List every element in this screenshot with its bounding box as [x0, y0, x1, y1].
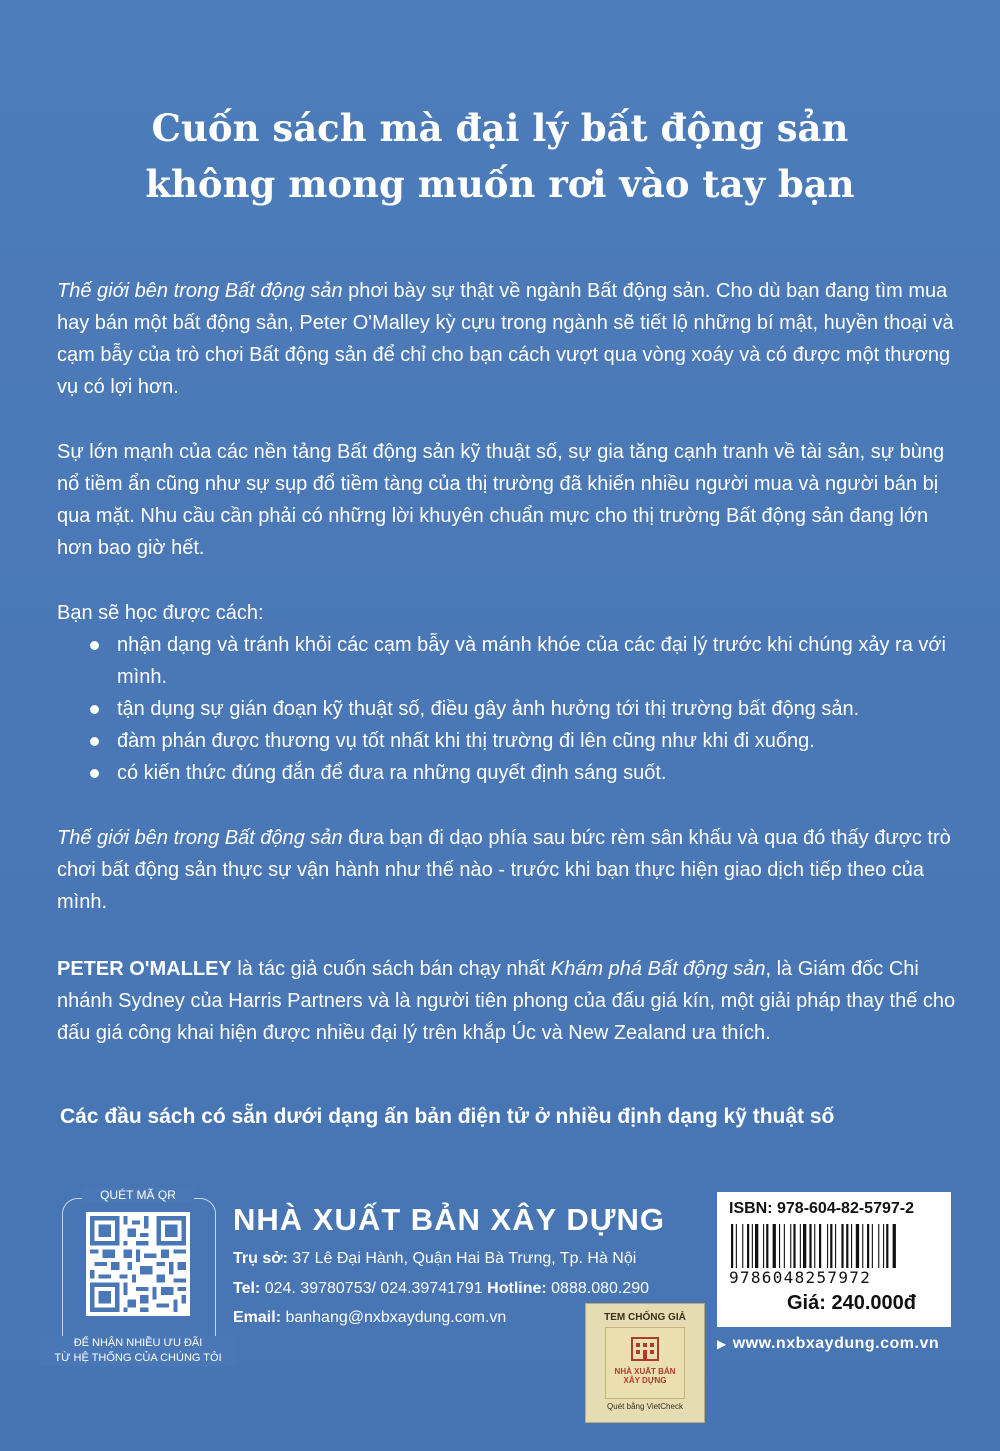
isbn-digits: 9786048257972 — [729, 1268, 872, 1287]
barcode-bar — [800, 1224, 801, 1268]
tel-label: Tel: — [233, 1280, 261, 1297]
headline-line-1: Cuốn sách mà đại lý bất động sản — [151, 106, 849, 150]
learn-item: có kiến thức đúng đắn để đưa ra những quyết định sáng suốt. — [57, 757, 957, 789]
barcode-icon — [729, 1224, 943, 1268]
qr-bottom-line-1: ĐỂ NHẬN NHIỀU ƯU ĐÃI — [73, 1337, 203, 1349]
price: Giá: 240.000đ — [787, 1292, 916, 1314]
learn-intro: Bạn sẽ học được cách: — [57, 602, 264, 624]
hotline-value: 0888.080.290 — [546, 1280, 650, 1297]
author-text-2: , là Giám đốc Chi nhánh Sydney của Harris Partners và là người tiên phong của đấu giá kín, một giải pháp thay thế cho đấu giá công khai hiện được nhiều đại lý trên khắp Úc và New Zealand ưa thích. — [57, 958, 956, 1044]
barcode-bar — [878, 1224, 879, 1268]
barcode-bar — [763, 1224, 764, 1268]
barcode-bar — [872, 1224, 873, 1268]
barcode-bar — [779, 1224, 780, 1268]
tel-value: 024. 39780753/ 024.39741791 — [260, 1280, 488, 1297]
stamp-publisher-1: NHÀ XUẤT BẢN — [614, 1367, 676, 1376]
isbn-box — [717, 1192, 951, 1327]
backstage-paragraph — [57, 822, 957, 918]
publisher-address — [233, 1250, 636, 1268]
barcode-bar — [883, 1224, 884, 1268]
barcode-bar — [752, 1224, 753, 1268]
arrow-right-icon: ▶ — [717, 1337, 727, 1351]
intro-text: phơi bày sự thật về ngành Bất động sản. Cho dù bạn đang tìm mua hay bán một bất động sản, Peter O'Malley kỳ cựu trong ngành sẽ tiết lộ những bí mật, huyền thoại và cạm bẫy của trò chơi Bất động sản để chỉ cho bạn cách vượt qua vòng xoáy và có được một thương vụ có lợi hơn. — [57, 280, 954, 398]
barcode-bar — [784, 1224, 785, 1268]
barcode-bar — [736, 1224, 737, 1268]
barcode-bar — [773, 1224, 776, 1268]
barcode-bar — [819, 1224, 821, 1268]
qr-bottom-label — [40, 1336, 236, 1366]
learn-item: đàm phán được thương vụ tốt nhất khi thị trường đi lên cũng như khi đi xuống. — [57, 725, 957, 757]
barcode-bar — [893, 1224, 896, 1268]
headline-line-2: không mong muốn rơi vào tay bạn — [145, 162, 855, 206]
book-title-italic: Thế giới bên trong Bất động sản — [57, 280, 343, 302]
learn-item: nhận dạng và tránh khỏi các cạm bẫy và mánh khóe của các đại lý trước khi chúng xảy ra với mình. — [57, 629, 957, 693]
barcode-bar — [830, 1224, 832, 1268]
website-link[interactable] — [717, 1335, 939, 1353]
qr-code-icon[interactable] — [86, 1212, 190, 1316]
barcode-bar — [793, 1224, 795, 1268]
barcode-bar — [755, 1224, 758, 1268]
barcode-bar — [856, 1224, 859, 1268]
barcode-bar — [803, 1224, 806, 1268]
hotline-label: Hotline: — [487, 1280, 547, 1297]
isbn-label: ISBN: 978-604-82-5797-2 — [729, 1200, 914, 1217]
author-book-title: Khám phá Bất động sản — [550, 958, 766, 980]
publisher-name: NHÀ XUẤT BẢN XÂY DỰNG — [233, 1202, 665, 1237]
barcode-bar — [766, 1224, 768, 1268]
headline — [0, 100, 1000, 212]
barcode-bar — [886, 1224, 888, 1268]
barcode-bar — [846, 1224, 848, 1268]
barcode-bar — [747, 1224, 749, 1268]
intro-paragraph — [57, 275, 957, 403]
address-value: 37 Lê Đại Hành, Quận Hai Bà Trưng, Tp. Hà Nội — [287, 1250, 637, 1267]
barcode-bar — [827, 1224, 828, 1268]
stamp-footer: Quét bằng VietCheck — [607, 1402, 683, 1411]
address-label: Trụ sở: — [233, 1250, 288, 1267]
barcode-bar — [851, 1224, 852, 1268]
qr-top-label: QUÉT MÃ QR — [82, 1188, 194, 1202]
publisher-phone — [233, 1280, 649, 1298]
email-label: Email: — [233, 1309, 282, 1326]
stamp-inner — [605, 1327, 685, 1399]
barcode-bar — [867, 1224, 869, 1268]
market-paragraph — [57, 436, 957, 564]
barcode-bar — [862, 1224, 863, 1268]
barcode-bar — [742, 1224, 743, 1268]
email-value[interactable]: banhang@nxbxaydung.com.vn — [281, 1309, 507, 1326]
author-paragraph — [57, 953, 957, 1049]
learn-item: tận dụng sự gián đoạn kỹ thuật số, điều gây ảnh hưởng tới thị trường bất động sản. — [57, 693, 957, 725]
book-title-italic: Thế giới bên trong Bất động sản — [57, 827, 343, 849]
barcode-bar — [731, 1224, 733, 1268]
author-name: PETER O'MALLEY — [57, 958, 232, 980]
market-text: Sự lớn mạnh của các nền tảng Bất động sản kỹ thuật số, sự gia tăng cạnh tranh về tài sản, sự bùng nổ tiềm ẩn cũng như sự sụp đổ tiềm tàng của thị trường đã khiến nhiều người mua và người bán bị qua mặt. Nhu cầu cần phải có những lời khuyên chuẩn mực cho thị trường Bất động sản đang lớn hơn bao giờ hết. — [57, 441, 945, 559]
building-logo-icon — [606, 1334, 684, 1367]
learn-section — [57, 597, 957, 789]
stamp-title: TEM CHỐNG GIẢ — [604, 1312, 686, 1323]
author-text-1: là tác giả cuốn sách bán chạy nhất — [231, 958, 551, 980]
stamp-publisher-2: XÂY DỰNG — [623, 1376, 667, 1385]
ebook-note: Các đầu sách có sẵn dưới dạng ấn bản điện tử ở nhiều định dạng kỹ thuật số — [60, 1105, 835, 1128]
barcode-bar — [835, 1224, 836, 1268]
barcode-bar — [841, 1224, 843, 1268]
barcode-bar — [814, 1224, 815, 1268]
website-url[interactable]: www.nxbxaydung.com.vn — [732, 1335, 940, 1352]
barcode-bar — [809, 1224, 811, 1268]
anti-counterfeit-stamp — [585, 1303, 705, 1423]
qr-bottom-line-2: TỪ HỆ THỐNG CỦA CHÚNG TÔI — [54, 1352, 222, 1364]
barcode-bar — [790, 1224, 791, 1268]
backstage-text: đưa bạn đi dạo phía sau bức rèm sân khấu và qua đó thấy được trò chơi bất động sản thực sự vận hành như thế nào - trước khi bạn thực hiện giao dịch tiếp theo của mình. — [57, 827, 951, 913]
publisher-email — [233, 1309, 506, 1327]
learn-list — [57, 629, 957, 789]
